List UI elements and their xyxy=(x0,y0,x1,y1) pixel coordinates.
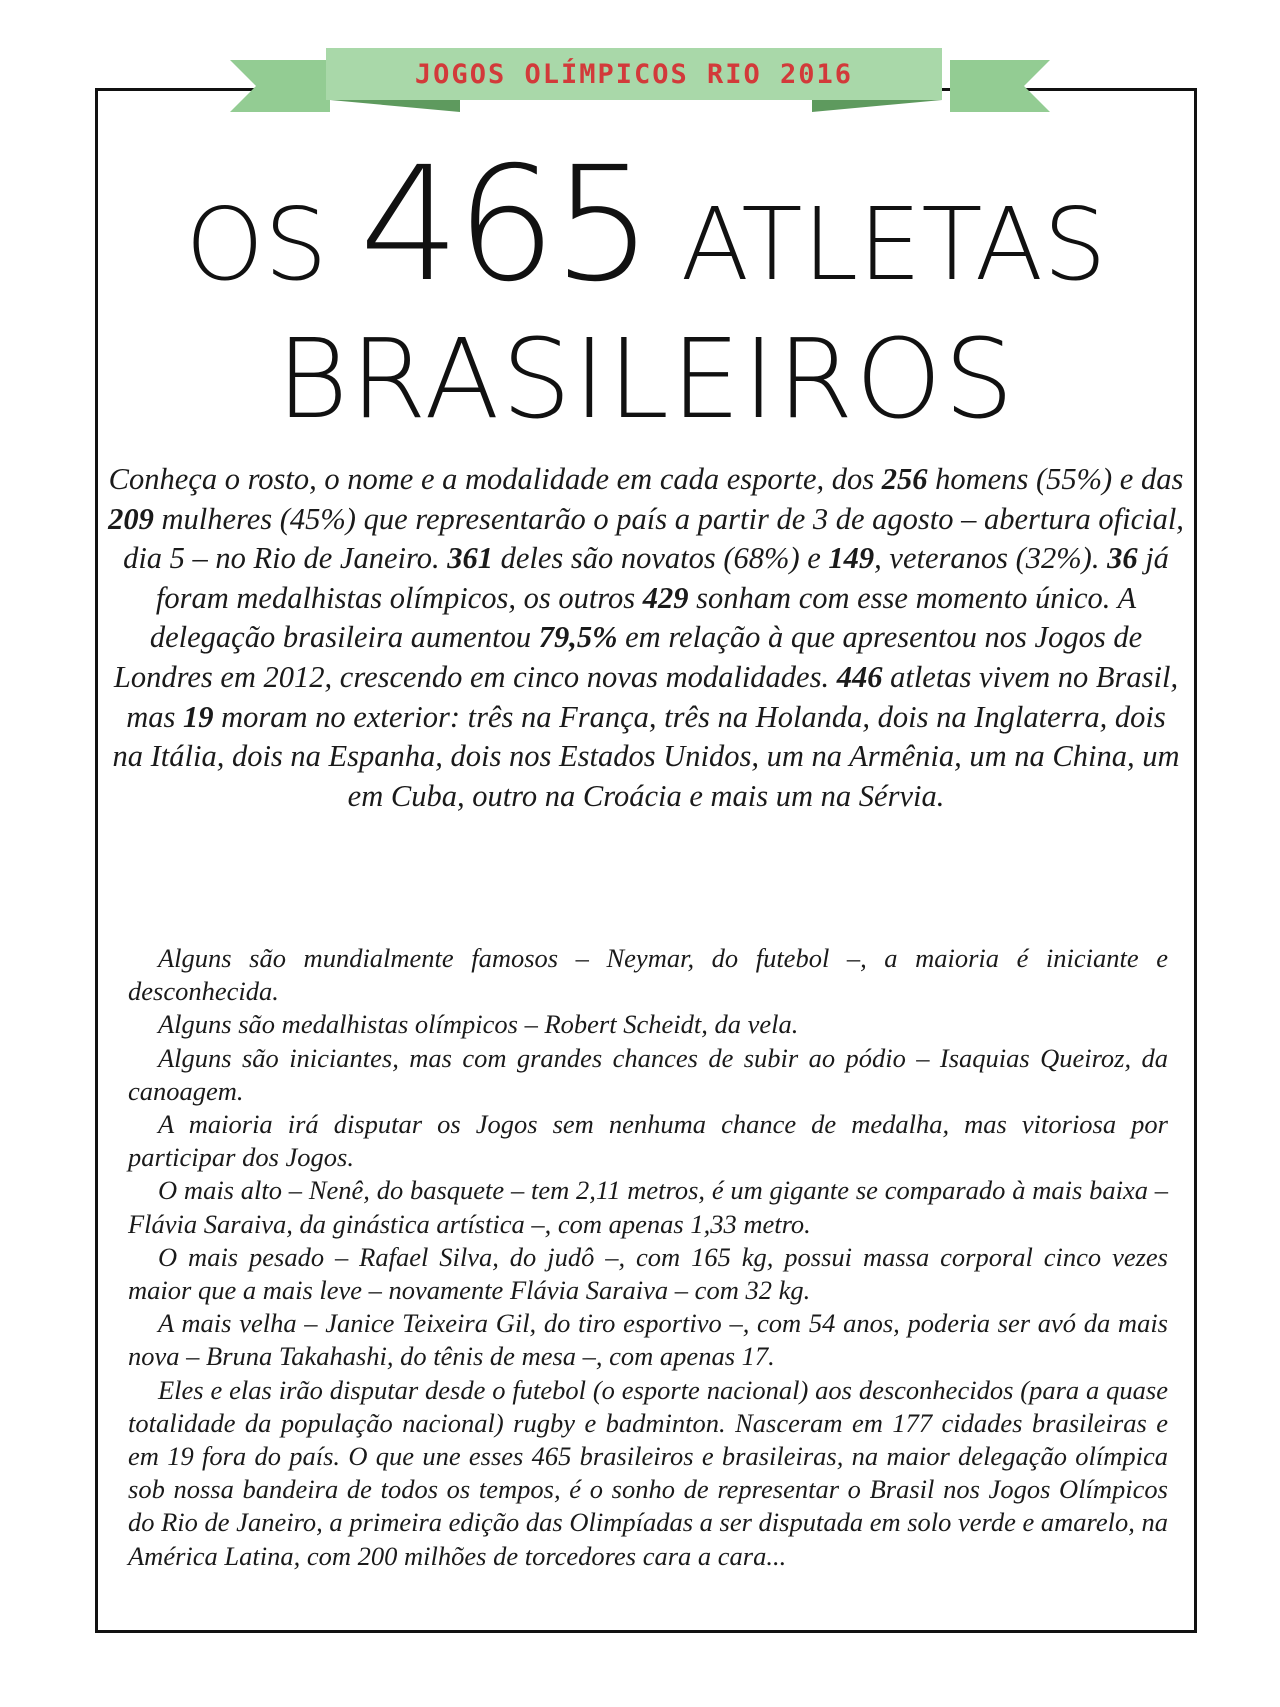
body-paragraph: A maioria irá disputar os Jogos sem nenhuma chance de medalha, mas vitoriosa por participar dos Jogos. xyxy=(128,1109,1168,1173)
lead-text: mulheres (45%) que representarão o país a partir de 3 de agosto – abertura oficial, dia 5 – no Rio de Janeiro. xyxy=(123,501,1184,576)
lead-stat: 36 xyxy=(1107,541,1138,576)
title-ribbon-banner xyxy=(326,48,942,100)
body-paragraph: Alguns são medalhistas olímpicos – Robert Scheidt, da vela. xyxy=(158,1009,799,1040)
lead-stat: 446 xyxy=(836,659,883,694)
headline-line-1 xyxy=(100,133,1192,317)
body-paragraph: Eles e elas irão disputar desde o futebol (o esporte nacional) aos desconhecidos (para a quase totalidade da população nacional) rugby e badminton. Nasceram em 177 cidades brasileiras e em 19 fora do país. O que une esses 465 brasileiros e brasileiras, na maior delegação olímpica sob nossa bandeira de todos os tempos, é o sonho de representar o Brasil nos Jogos Olímpicos do Rio de Janeiro, a primeira edição das Olimpíadas a ser disputada em solo verde e amarelo, na América Latina, com 200 milhões de torcedores cara a cara... xyxy=(128,1374,1168,1571)
headline-line-2: BRASILEIROS xyxy=(276,315,1016,443)
lead-text: em relação à que apresentou nos Jogos de Londres em 2012, crescendo em cinco novas modalidades. xyxy=(113,620,1143,694)
lead-stat: 19 xyxy=(183,699,214,734)
body-paragraph: O mais alto – Nenê, do basquete – tem 2,11 metros, é um gigante se comparado à mais baixa – Flávia Saraiva, da ginástica artística –, com apenas 1,33 metro. xyxy=(128,1175,1168,1239)
headline-prefix: OS xyxy=(185,186,328,303)
ribbon-tail-left xyxy=(230,60,330,112)
lead-stat: 79,5% xyxy=(538,620,618,655)
body-paragraph: A mais velha – Janice Teixeira Gil, do tiro esportivo –, com 54 anos, poderia ser avó da mais nova – Bruna Takahashi, do tênis de mesa –, com apenas 17. xyxy=(128,1308,1168,1372)
lead-text: já foram medalhistas olímpicos, os outros xyxy=(155,541,1169,615)
headline-number: 465 xyxy=(359,133,649,317)
body-paragraph: Alguns são mundialmente famosos – Neymar, do futebol –, a maioria é iniciante e desconhecida. xyxy=(128,943,1168,1007)
lead-stat: 361 xyxy=(447,541,493,576)
lead-stat: 429 xyxy=(642,580,689,615)
lead-stat: 256 xyxy=(881,462,928,496)
lead-text: homens (55%) e das xyxy=(927,462,1184,496)
body-text xyxy=(128,942,1168,1573)
lead-text: Conheça o rosto, o nome e a modalidade em cada esporte, dos xyxy=(108,462,882,496)
body-paragraph: O mais pesado – Rafael Silva, do judô –, com 165 kg, possui massa corporal cinco vezes maior que a mais leve – novamente Flávia Saraiva – com 32 kg. xyxy=(128,1241,1168,1306)
lead-text: sonham com esse momento único. A delegação brasileira aumentou xyxy=(149,580,1137,655)
lead-text: atletas vivem no Brasil, mas xyxy=(126,659,1179,734)
lead-stat: 149 xyxy=(828,541,875,576)
ribbon-fold-left xyxy=(330,100,460,112)
banner-title: JOGOS OLÍMPICOS RIO 2016 xyxy=(414,58,854,90)
lead-text: , veteranos (32%). xyxy=(874,541,1108,576)
lead-stat: 209 xyxy=(108,501,154,536)
ribbon-tail-right xyxy=(950,60,1050,112)
headline-suffix: ATLETAS xyxy=(680,186,1107,303)
lead-text: deles são novatos (68%) e xyxy=(492,541,829,576)
body-paragraph: Alguns são iniciantes, mas com grandes chances de subir ao pódio – Isaquias Queiroz, da canoagem. xyxy=(128,1042,1168,1106)
lead-text: moram no exterior: três na França, três na Holanda, dois na Inglaterra, dois na Itália, dois na Espanha, dois nos Estados Unidos, um na Armênia, um na China, um em Cuba, outro na Croácia e mais um na Sérvia. xyxy=(112,699,1180,813)
lead-paragraph xyxy=(108,460,1184,816)
ribbon-fold-right xyxy=(812,100,942,112)
